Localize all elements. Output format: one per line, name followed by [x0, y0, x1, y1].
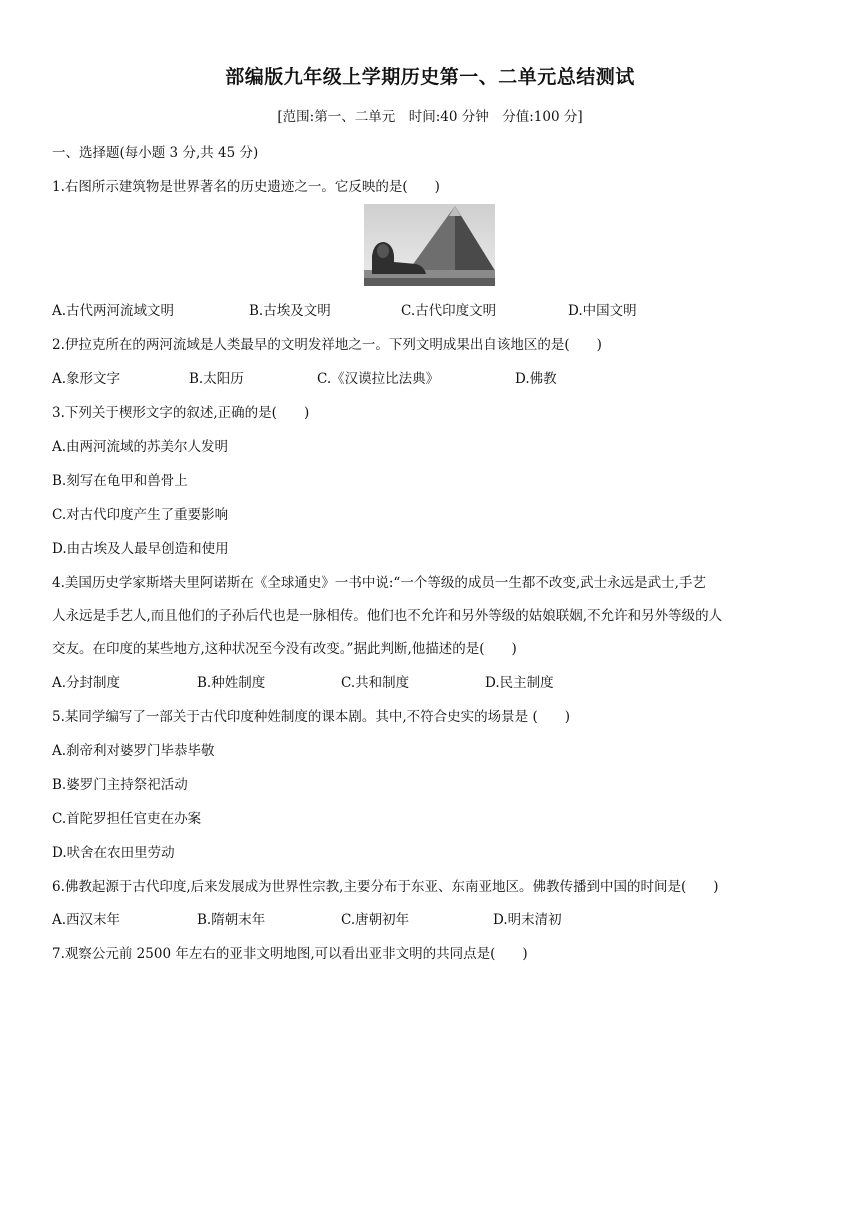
option-c: C.共和制度 [341, 675, 410, 691]
option-d: D.民主制度 [485, 675, 554, 691]
question-3-stem: 3.下列关于楔形文字的叙述,正确的是( ) [52, 405, 310, 421]
pyramid-sphinx-photo [364, 204, 495, 286]
question-4-options [52, 671, 812, 691]
option-b: B.太阳历 [189, 371, 244, 387]
section-heading: 一、选择题(每小题 3 分,共 45 分) [52, 145, 259, 161]
question-5-option-d: D.吠舍在农田里劳动 [52, 845, 175, 861]
question-3-option-c: C.对古代印度产生了重要影响 [52, 507, 229, 523]
option-a: A.象形文字 [52, 371, 121, 387]
option-c: C.《汉谟拉比法典》 [317, 371, 440, 387]
question-6-options [52, 908, 812, 928]
option-b: B.古埃及文明 [249, 303, 331, 319]
test-scope-info: [范围:第一、二单元 时间:40 分钟 分值:100 分] [277, 109, 583, 125]
option-d: D.佛教 [515, 371, 557, 387]
option-c: C.古代印度文明 [401, 303, 497, 319]
option-a: A.古代两河流域文明 [52, 303, 175, 319]
question-7-stem: 7.观察公元前 2500 年左右的亚非文明地图,可以看出亚非文明的共同点是( ) [52, 946, 528, 962]
option-b: B.种姓制度 [197, 675, 266, 691]
question-1-stem: 1.右图所示建筑物是世界著名的历史遗迹之一。它反映的是( ) [52, 179, 440, 195]
question-4-stem-line-3: 交友。在印度的某些地方,这种状况至今没有改变。”据此判断,他描述的是( ) [52, 641, 517, 657]
option-a: A.分封制度 [52, 675, 121, 691]
question-2-options [52, 367, 812, 387]
question-2-stem: 2.伊拉克所在的两河流域是人类最早的文明发祥地之一。下列文明成果出自该地区的是( ) [52, 337, 602, 353]
question-5-option-c: C.首陀罗担任官吏在办案 [52, 811, 202, 827]
question-3-option-d: D.由古埃及人最早创造和使用 [52, 541, 229, 557]
question-3-option-a: A.由两河流域的苏美尔人发明 [52, 439, 229, 455]
option-d: D.中国文明 [568, 303, 637, 319]
option-d: D.明末清初 [493, 912, 562, 928]
question-6-stem: 6.佛教起源于古代印度,后来发展成为世界性宗教,主要分布于东亚、东南亚地区。佛教传播到中国的时间是( ) [52, 879, 719, 895]
question-5-option-a: A.刹帝利对婆罗门毕恭毕敬 [52, 743, 215, 759]
question-4-stem-line-2: 人永远是手艺人,而且他们的子孙后代也是一脉相传。他们也不允许和另外等级的姑娘联姻,不允许和另外等级的人 [52, 608, 723, 624]
page-title: 部编版九年级上学期历史第一、二单元总结测试 [225, 66, 635, 88]
question-5-option-b: B.婆罗门主持祭祀活动 [52, 777, 188, 793]
question-4-stem-line-1: 4.美国历史学家斯塔夫里阿诺斯在《全球通史》一书中说:“一个等级的成员一生都不改变,武士永远是武士,手艺 [52, 575, 706, 591]
question-3-option-b: B.刻写在龟甲和兽骨上 [52, 473, 188, 489]
option-c: C.唐朝初年 [341, 912, 410, 928]
option-b: B.隋朝末年 [197, 912, 266, 928]
question-1-options [52, 299, 812, 319]
question-5-stem: 5.某同学编写了一部关于古代印度种姓制度的课本剧。其中,不符合史实的场景是 ( ) [52, 709, 570, 725]
option-a: A.西汉末年 [52, 912, 121, 928]
